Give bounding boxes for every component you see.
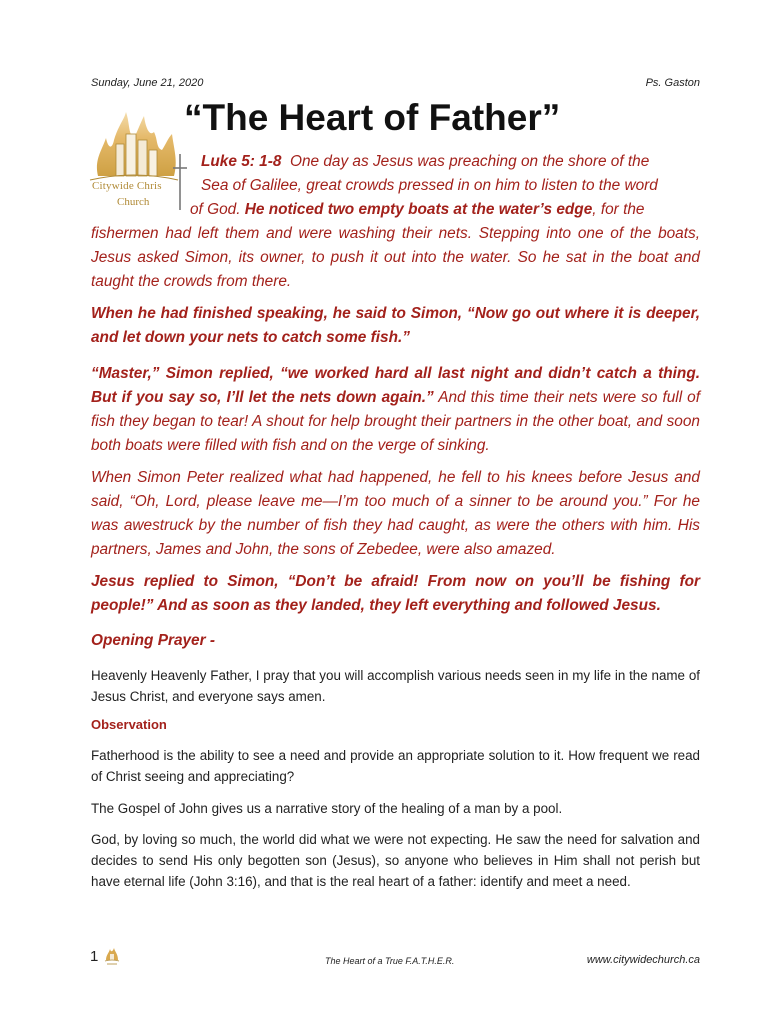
header-author: Ps. Gaston bbox=[645, 77, 700, 89]
scripture-line-2: Sea of Galilee, great crowds pressed in on him to listen to the word bbox=[201, 177, 658, 194]
prayer-text: Heavenly Heavenly Father, I pray that you will accomplish various needs seen in my life in the name of Jesus Christ, and everyone says amen. bbox=[91, 668, 700, 704]
scripture-line1-text: One day as Jesus was preaching on the shore of the bbox=[289, 153, 650, 170]
scripture-paragraph-3 bbox=[91, 362, 700, 458]
observation-paragraph-1: Fatherhood is the ability to see a need and provide an appropriate solution to it. How frequent we read of Christ seeing and appreciating? bbox=[91, 748, 700, 784]
scripture-paragraph-2: When he had finished speaking, he said to Simon, “Now go out where it is deeper, and let down your nets to catch some fish.” bbox=[91, 305, 700, 346]
scripture-line-3 bbox=[190, 198, 644, 222]
scripture-reference: Luke 5: 1-8 bbox=[201, 153, 282, 170]
header-date: Sunday, June 21, 2020 bbox=[91, 77, 204, 89]
prayer-heading: Opening Prayer - bbox=[91, 632, 216, 649]
scripture-line-1 bbox=[201, 150, 649, 174]
logo-text-line2: Church bbox=[117, 196, 150, 208]
scripture-paragraph-4: When Simon Peter realized what had happened, he fell to his knees before Jesus and said, “Oh, Lord, please leave me—I’m too much of a sinner to be around you.” For he was awestruck by the number of fish they had caught, as were the others with him. His partners, James and John, the sons of Zebedee, were also amazed. bbox=[91, 469, 700, 558]
observation-paragraph-2: The Gospel of John gives us a narrative story of the healing of a man by a pool. bbox=[91, 801, 563, 816]
scripture-paragraph-1-rest: fishermen had left them and were washing their nets. Stepping into one of the boats, Jesus asked Simon, its owner, to push it out into the water. So he sat in the boat and taught the crowds from there. bbox=[91, 225, 700, 290]
footer-title: The Heart of a True F.A.T.H.E.R. bbox=[325, 956, 455, 966]
page-number: 1 bbox=[90, 948, 99, 965]
scripture-paragraph-5: Jesus replied to Simon, “Don’t be afraid! From now on you’ll be fishing for people!” And as soon as they landed, they left everything and followed Jesus. bbox=[91, 573, 700, 614]
observation-heading: Observation bbox=[91, 717, 167, 732]
page-title: “The Heart of Father” bbox=[184, 97, 561, 138]
scripture-line3-tail: , for the bbox=[592, 201, 645, 218]
observation-paragraph-3: God, by loving so much, the world did what we were not expecting. He saw the need for salvation and decides to send His only begotten son (Jesus), so anyone who believes in Him shall not perish but have eternal life (John 3:16), and that is the real heart of a father: identify and meet a need. bbox=[91, 832, 700, 889]
scripture-para3-bold: “Master,” Simon replied, “we worked hard all last night and didn’t catch a thing. But if you say so, I’ll let the nets down again.” bbox=[91, 365, 700, 406]
church-logo-icon bbox=[104, 946, 120, 966]
footer-url[interactable]: www.citywidechurch.ca bbox=[586, 954, 700, 966]
scripture-line3-plain: of God. bbox=[190, 201, 241, 218]
scripture-para3-plain: And this time their nets were so full of fish they began to tear! A shout for help brought their partners in the other boat, and soon both boats were filled with fish and on the verge of sinking. bbox=[91, 389, 700, 454]
scripture-line3-bold: He noticed two empty boats at the water’s edge bbox=[244, 201, 593, 218]
logo-text-line1: Citywide Chris bbox=[92, 180, 162, 192]
